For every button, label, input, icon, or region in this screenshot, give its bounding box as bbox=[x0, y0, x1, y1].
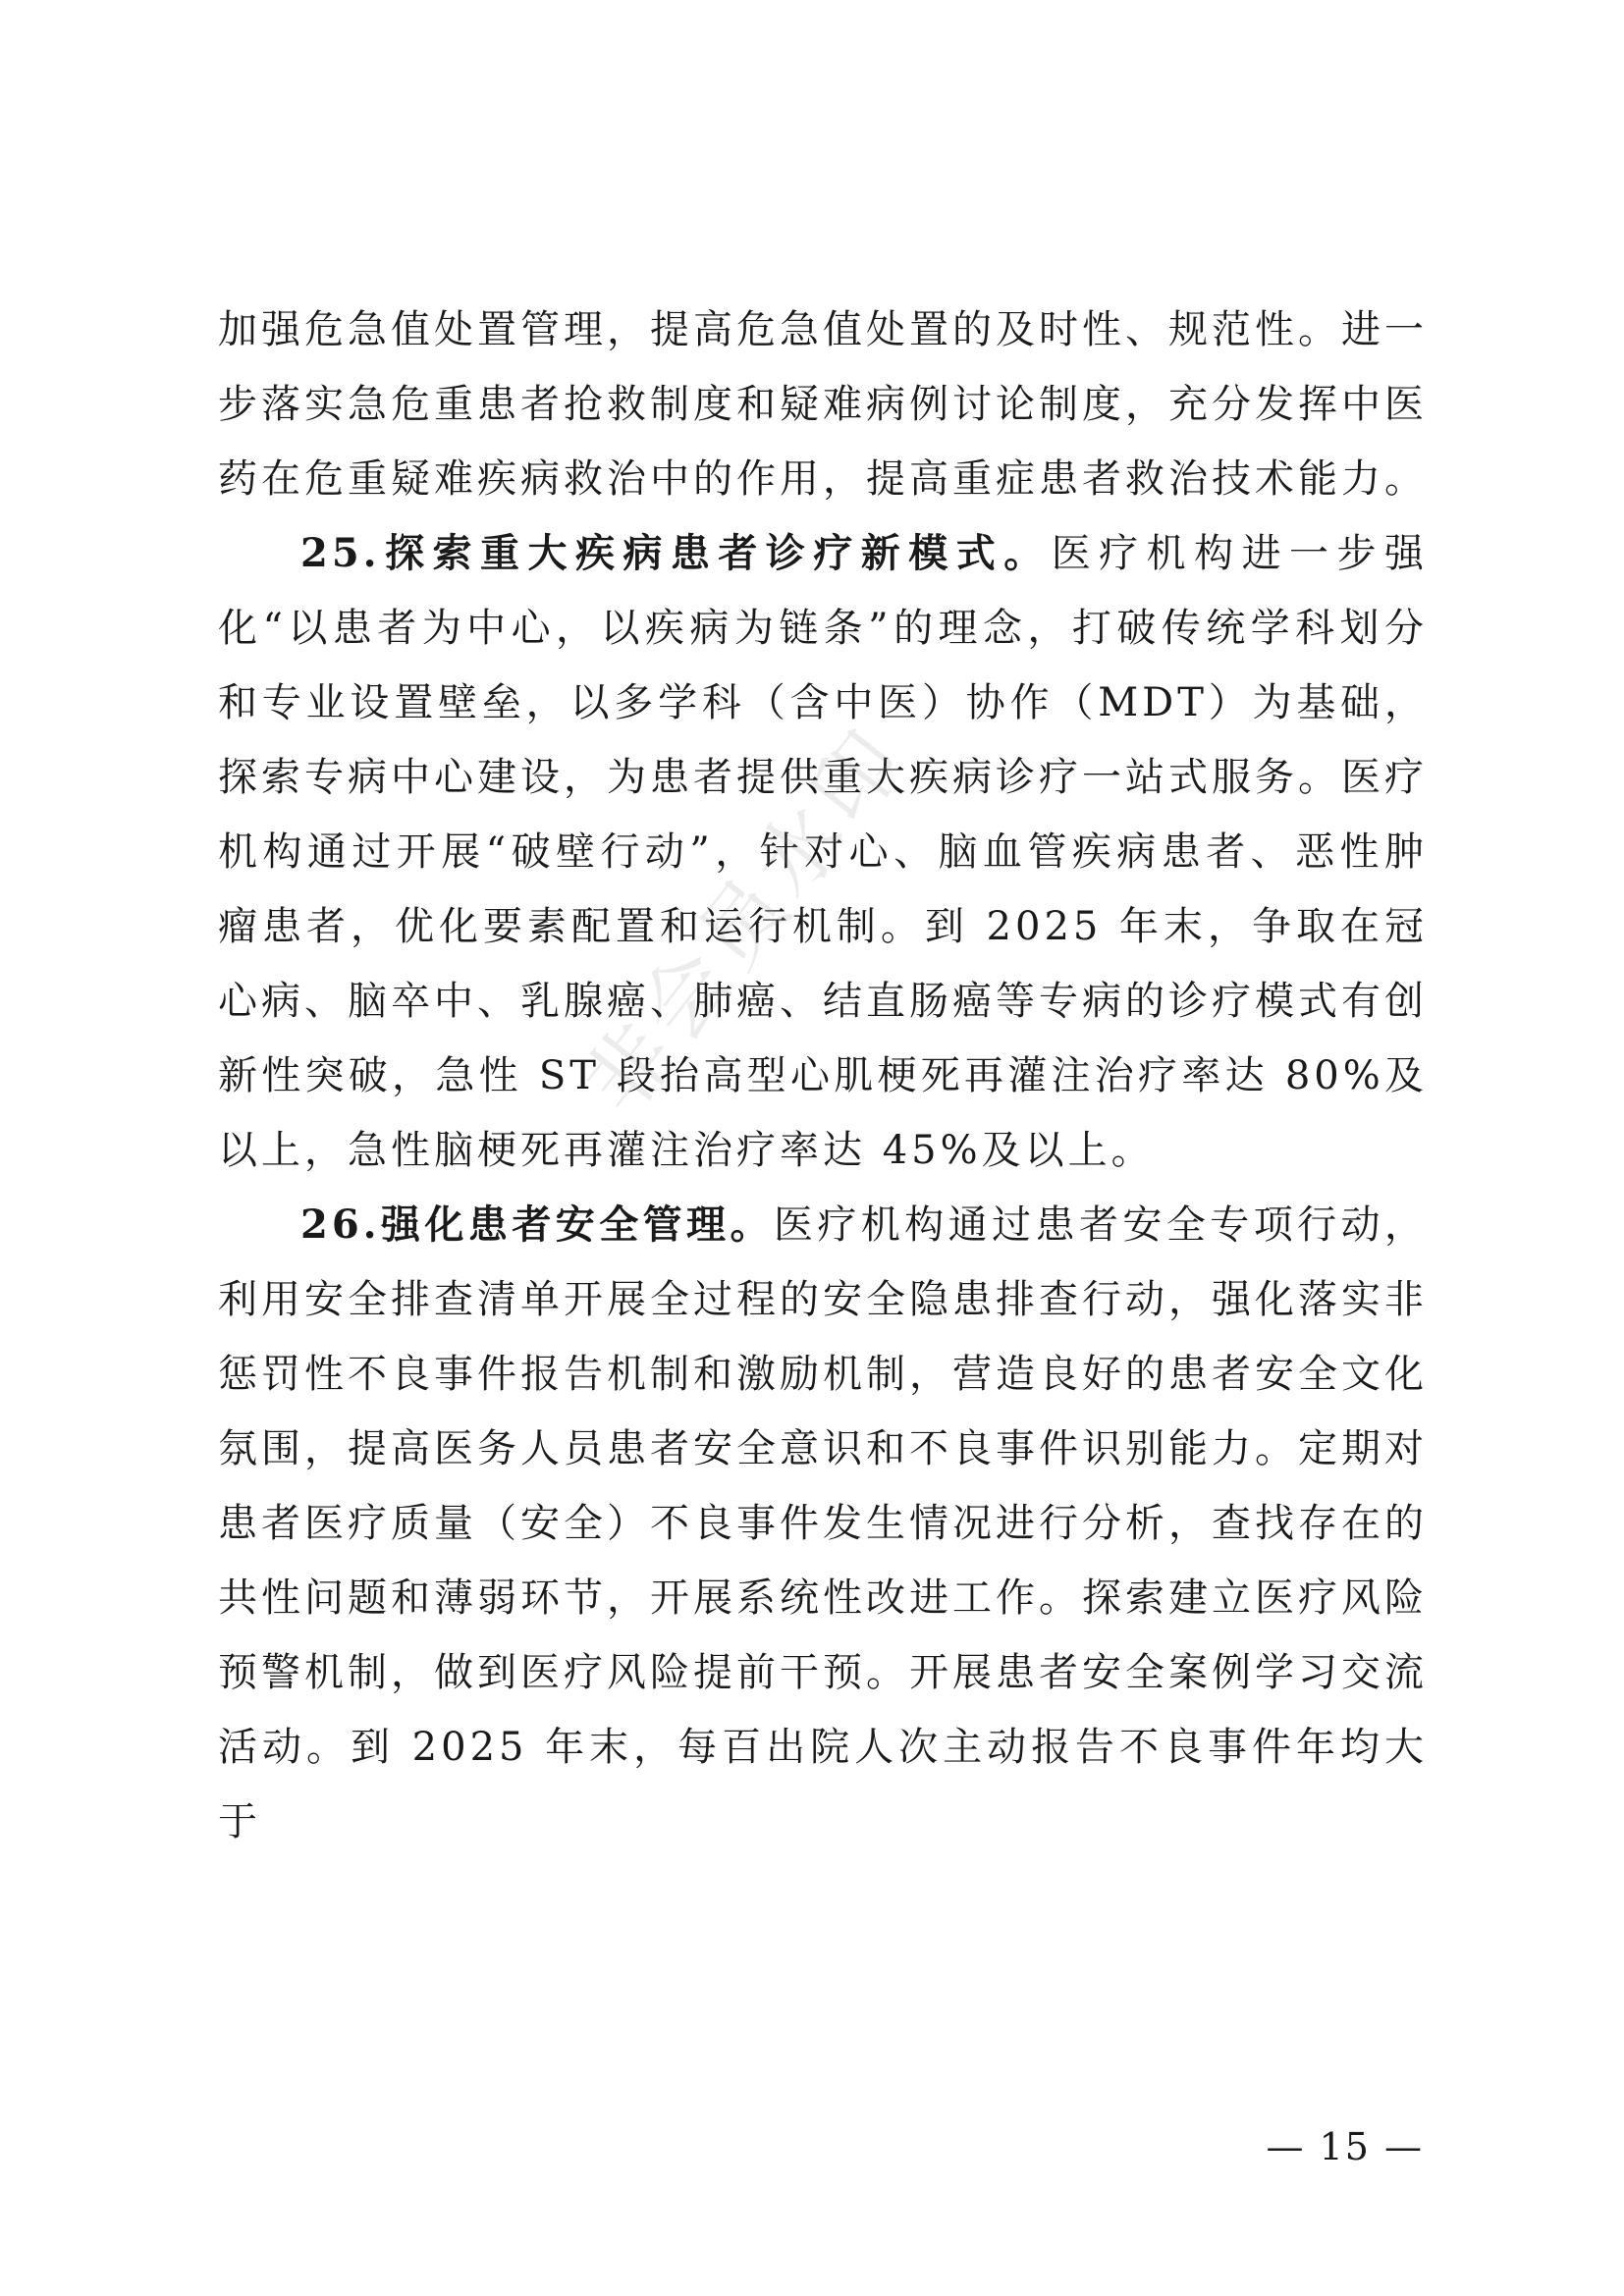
paragraph-text: 医疗机构通过患者安全专项行动，利用安全排查清单开展全过程的安全隐患排查行动，强化落实非惩罚性不良事件报告机制和激励机制，营造良好的患者安全文化氛围，提高医务人员患者安全意识和不良事件识别能力。定期对患者医疗质量（安全）不良事件发生情况进行分析，查找存在的共性问题和薄弱环节，开展系统性改进工作。探索建立医疗风险预警机制，做到医疗风险提前干预。开展患者安全案例学习交流活动。到 2025 年末，每百出院人次主动报告不良事件年均大于 bbox=[218, 1202, 1429, 1844]
paragraph-26 bbox=[218, 1188, 1428, 1859]
section-heading-25: 25.探索重大疾病患者诊疗新模式。 bbox=[300, 530, 1052, 576]
page-number: — 15 — bbox=[1266, 2125, 1424, 2168]
paragraph-continuation bbox=[218, 293, 1428, 516]
watermark: 非会员水印 bbox=[565, 708, 927, 1133]
paragraph-text: 加强危急值处置管理，提高危急值处置的及时性、规范性。进一步落实急危重患者抢救制度和疑难病例讨论制度，充分发挥中医药在危重疑难疾病救治中的作用，提高重症患者救治技术能力。 bbox=[218, 307, 1428, 502]
section-heading-26: 26.强化患者安全管理。 bbox=[300, 1201, 774, 1248]
body-text bbox=[218, 293, 1428, 1859]
paragraph-text: 医疗机构进一步强化“以患者为中心，以疾病为链条”的理念，打破传统学科划分和专业设置壁垒，以多学科（含中医）协作（MDT）为基础，探索专病中心建设，为患者提供重大疾病诊疗一站式服务。医疗机构通过开展“破壁行动”，针对心、脑血管疾病患者、恶性肿瘤患者，优化要素配置和运行机制。到 2025 年末，争取在冠心病、脑卒中、乳腺癌、肺癌、结直肠癌等专病的诊疗模式有创新性突破，急性 ST 段抬高型心肌梗死再灌注治疗率达 80%及以上，急性脑梗死再灌注治疗率达 45%及以上。 bbox=[218, 531, 1428, 1173]
paragraph-25 bbox=[218, 516, 1428, 1188]
